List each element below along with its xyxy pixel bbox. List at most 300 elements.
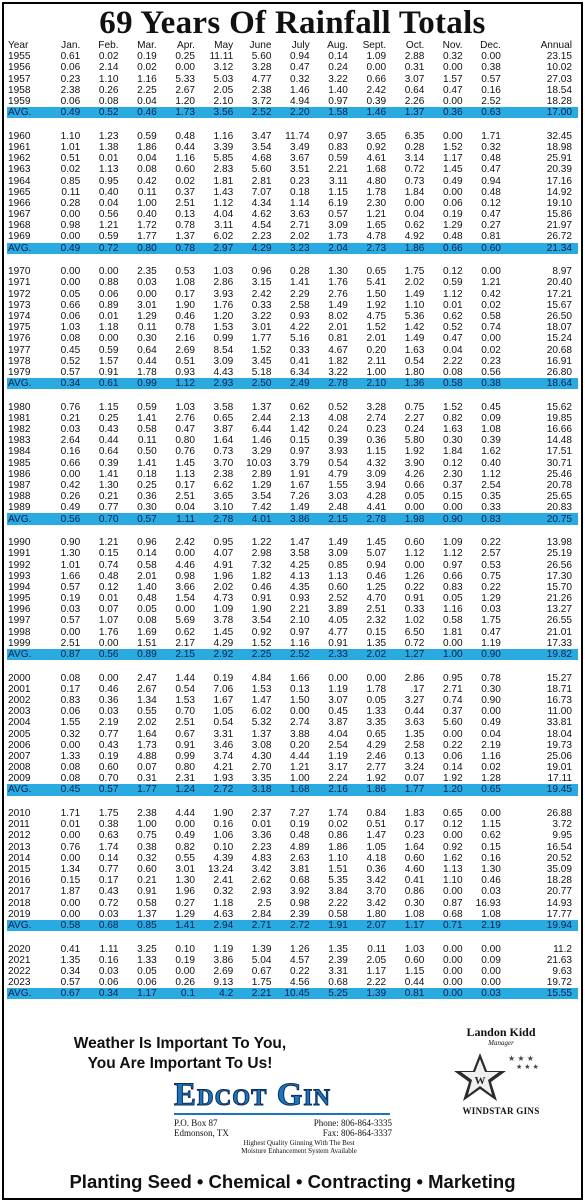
year-row — [7, 717, 578, 728]
rainfall-cell: 0.13 — [290, 683, 310, 695]
avg-cell: 4.01 — [233, 513, 271, 524]
avg-cell: 0.85 — [119, 920, 157, 931]
rainfall-cell: 0.43 — [98, 424, 119, 436]
rainfall-cell: 0.55 — [175, 852, 195, 864]
avg-cell: 2.19 — [463, 920, 501, 931]
rainfall-cell: 0.02 — [60, 164, 81, 176]
rainfall-cell: 0.05 — [137, 604, 157, 616]
rainfall-cell: 0.54 — [404, 355, 425, 367]
rainfall-cell: 1.64 — [404, 841, 425, 853]
year-cell: 1997 — [8, 615, 31, 627]
rainfall-cell: 2.37 — [251, 808, 272, 820]
rainfall-cell: 0.54 — [175, 683, 195, 695]
year-cell: 2002 — [8, 694, 31, 706]
rainfall-cell: 2.22 — [366, 977, 387, 989]
rainfall-cell: 1.16 — [442, 604, 463, 616]
rainfall-cell: 1.92 — [404, 446, 425, 458]
rainfall-cell: 0.04 — [481, 728, 501, 740]
rainfall-cell: 0.32 — [290, 73, 310, 85]
rainfall-cell: 2.42 — [175, 537, 195, 549]
rainfall-cell: 0.36 — [98, 694, 119, 706]
rainfall-cell: 4.60 — [404, 864, 425, 875]
rainfall-cell: 0.16 — [481, 852, 501, 864]
year-row — [7, 446, 578, 457]
avg-cell: 0.90 — [424, 513, 462, 524]
rainfall-cell: 16.73 — [546, 694, 572, 706]
rainfall-cell: 4.13 — [290, 570, 310, 582]
avg-cell: 1.58 — [310, 107, 348, 118]
rainfall-cell: 0.16 — [60, 446, 81, 458]
rainfall-cell: 1.01 — [60, 141, 81, 153]
rainfall-cell: 2.86 — [213, 277, 234, 289]
rainfall-cell: 1.92 — [442, 773, 463, 785]
rainfall-cell: 0.00 — [442, 637, 463, 649]
year-cell: 1985 — [8, 457, 31, 469]
rainfall-cell: 3.11 — [329, 175, 348, 187]
year-row — [7, 402, 578, 413]
year-cell: 1994 — [8, 581, 31, 593]
rainfall-cell: 1.20 — [213, 311, 234, 322]
rainfall-cell: 0.00 — [60, 830, 81, 842]
manager-name: Landon Kidd — [466, 1025, 536, 1039]
rainfall-cell: 20.52 — [546, 852, 572, 864]
rainfall-cell: 2.54 — [328, 739, 348, 751]
rainfall-cell: 1.30 — [60, 548, 81, 560]
rainfall-cell: 5.41 — [366, 277, 387, 289]
rainfall-table — [7, 40, 578, 999]
windstar-gins-label: WINDSTAR GINS — [462, 1106, 540, 1116]
rainfall-cell: 0.58 — [137, 424, 157, 436]
rainfall-cell: 5.35 — [328, 875, 348, 887]
rainfall-cell: 1.74 — [98, 841, 119, 853]
rainfall-cell: 1.53 — [251, 683, 272, 695]
rainfall-cell: 1.90 — [251, 604, 272, 616]
rainfall-cell: 1.10 — [98, 73, 119, 85]
rainfall-cell: 0.70 — [175, 706, 195, 718]
rainfall-cell: 1.39 — [251, 943, 272, 955]
rainfall-cell: 0.51 — [175, 355, 195, 367]
rainfall-cell: 4.67 — [328, 344, 348, 356]
rainfall-cell: 4.57 — [290, 954, 310, 966]
year-row — [7, 356, 578, 367]
year-row — [7, 582, 578, 593]
rainfall-cell: 1.92 — [366, 299, 387, 311]
avg-cell: 2.50 — [233, 378, 271, 389]
rainfall-cell: 1.33 — [60, 750, 81, 762]
year-cell: 1981 — [8, 412, 31, 424]
rainfall-cell: 1.47 — [366, 830, 387, 842]
rainfall-cell: 0.16 — [481, 84, 501, 96]
rainfall-cell: 0.30 — [481, 683, 501, 695]
rainfall-cell: 4.62 — [251, 209, 272, 221]
rainfall-cell: 18.28 — [546, 875, 572, 887]
rainfall-cell: 4.32 — [366, 457, 387, 469]
year-cell: 1973 — [8, 299, 31, 311]
rainfall-cell: 0.72 — [404, 164, 425, 176]
rainfall-cell: 0.19 — [213, 672, 234, 684]
avg-cell: 5.25 — [310, 988, 348, 999]
rainfall-cell: 0.12 — [442, 819, 463, 831]
rainfall-cell: 0.82 — [442, 412, 463, 424]
year-cell: 1989 — [8, 502, 31, 514]
rainfall-cell: 0.44 — [175, 141, 195, 153]
rainfall-cell: 5.60 — [251, 51, 272, 63]
rainfall-cell: 2.58 — [290, 299, 310, 311]
rainfall-cell: 0.00 — [481, 266, 501, 278]
rainfall-cell: 3.63 — [404, 717, 425, 729]
rainfall-cell: 0.37 — [442, 480, 463, 492]
rainfall-cell: 1.45 — [175, 457, 195, 469]
rainfall-cell: 1.52 — [442, 141, 463, 153]
rainfall-cell: 0.00 — [442, 830, 463, 842]
column-header: Jan. — [61, 40, 81, 52]
rainfall-cell: 4.25 — [290, 559, 310, 571]
rainfall-cell: 2.42 — [251, 288, 272, 300]
rainfall-cell: 0.66 — [404, 480, 425, 492]
avg-cell: 0.71 — [424, 920, 462, 931]
rainfall-cell: 1.06 — [213, 830, 234, 842]
rainfall-cell: 0.00 — [442, 130, 463, 142]
rainfall-cell: 0.18 — [137, 468, 157, 480]
rainfall-cell: 0.32 — [442, 51, 463, 63]
rainfall-cell: 2.84 — [251, 908, 272, 920]
avg-cell: 1.12 — [157, 378, 195, 389]
rainfall-cell: 27.03 — [546, 73, 572, 85]
year-cell: 1958 — [8, 84, 31, 96]
avg-cell: 0.36 — [424, 107, 462, 118]
avg-cell: 2.33 — [310, 649, 348, 660]
avg-cell: 2.73 — [348, 243, 386, 254]
rainfall-cell: 0.16 — [98, 954, 119, 966]
rainfall-cell: 0.00 — [442, 965, 463, 977]
rainfall-cell: 0.06 — [60, 96, 81, 108]
rainfall-cell: 2.77 — [366, 762, 387, 774]
rainfall-cell: 1.38 — [98, 141, 119, 153]
rainfall-cell: 0.91 — [98, 366, 119, 378]
rainfall-cell: 1.21 — [290, 762, 310, 774]
rainfall-cell: 0.55 — [137, 706, 157, 718]
rainfall-cell: 2.76 — [175, 412, 195, 424]
rainfall-cell: 1.44 — [175, 672, 195, 684]
rainfall-cell: 0.08 — [137, 164, 157, 176]
rainfall-cell: 3.78 — [213, 615, 234, 627]
rainfall-cell: 1.00 — [366, 366, 387, 378]
rainfall-cell: 0.93 — [290, 311, 310, 322]
rainfall-cell: 0.03 — [481, 604, 501, 616]
rainfall-cell: 0.92 — [442, 841, 463, 853]
rainfall-cell: 0.00 — [175, 604, 195, 616]
rainfall-cell: 0.94 — [290, 51, 310, 63]
avg-cell: 1.11 — [157, 513, 195, 524]
rainfall-cell: 1.19 — [328, 683, 348, 695]
year-row — [7, 198, 578, 209]
rainfall-cell: 0.77 — [98, 502, 119, 514]
spacer-cell — [7, 660, 578, 672]
rainfall-cell: 0.62 — [290, 401, 310, 413]
rainfall-cell: 0.36 — [366, 435, 387, 447]
rainfall-cell: 0.02 — [175, 175, 195, 187]
rainfall-cell: 5.18 — [251, 366, 272, 378]
year-row — [7, 897, 578, 908]
rainfall-poster — [2, 2, 583, 1200]
rainfall-cell: 0.00 — [137, 288, 157, 300]
rainfall-cell: 0.57 — [328, 209, 348, 221]
rainfall-cell: 0.04 — [404, 209, 425, 221]
rainfall-cell: 2.42 — [366, 84, 387, 96]
spacer-row — [7, 118, 578, 130]
rainfall-cell: 16.66 — [546, 424, 572, 436]
rainfall-cell: 1.81 — [442, 626, 463, 638]
rainfall-cell: 1.21 — [98, 220, 119, 232]
year-row — [7, 830, 578, 841]
rainfall-cell: 4.08 — [328, 412, 348, 424]
rainfall-cell: 0.12 — [98, 581, 119, 593]
rainfall-cell: 17.30 — [546, 570, 572, 582]
rainfall-cell: 18.54 — [546, 84, 572, 96]
rainfall-cell: 0.91 — [251, 593, 272, 605]
avg-cell: 1.73 — [157, 107, 195, 118]
spacer-cell — [7, 118, 578, 130]
rainfall-cell: 6.19 — [328, 197, 348, 209]
rainfall-cell: 0.00 — [442, 728, 463, 740]
rainfall-cell: 21.01 — [546, 626, 572, 638]
rainfall-cell: 5.07 — [366, 548, 387, 560]
rainfall-cell: 2.54 — [481, 480, 501, 492]
rainfall-cell: 20.83 — [546, 502, 572, 514]
rainfall-cell: 0.06 — [442, 750, 463, 762]
rainfall-cell: 0.34 — [60, 965, 81, 977]
rainfall-cell: 0.75 — [404, 401, 425, 413]
rainfall-cell: 1.29 — [175, 908, 195, 920]
rainfall-cell: 4.70 — [366, 593, 387, 605]
rainfall-cell: 1.53 — [213, 322, 234, 334]
services-line: Planting Seed • Chemical • Contracting • Marketing — [69, 1171, 516, 1192]
rainfall-cell: 4.43 — [213, 366, 234, 378]
rainfall-cell: 21.26 — [546, 593, 572, 605]
rainfall-cell: 0.81 — [328, 333, 348, 345]
avg-cell: 2.21 — [233, 988, 271, 999]
rainfall-cell: 0.15 — [481, 841, 501, 853]
rainfall-cell: 13.24 — [207, 864, 234, 875]
year-cell: 1979 — [8, 366, 31, 378]
rainfall-cell: 0.51 — [60, 153, 81, 165]
avg-cell: 2.92 — [195, 649, 233, 660]
rainfall-cell: 0.00 — [98, 333, 119, 345]
rainfall-cell: 3.54 — [251, 491, 272, 503]
rainfall-cell: 0.47 — [290, 62, 310, 74]
rainfall-cell: 3.25 — [137, 943, 157, 955]
rainfall-cell: 2.58 — [404, 739, 425, 751]
avg-cell: 0.45 — [42, 784, 80, 795]
rainfall-cell: 0.17 — [175, 288, 195, 300]
rainfall-cell: 3.28 — [366, 401, 387, 413]
avg-cell: 1.24 — [157, 784, 195, 795]
rainfall-cell: 2.01 — [137, 570, 157, 582]
avg-cell: 1.41 — [157, 920, 195, 931]
avg-cell: 0.49 — [42, 107, 80, 118]
rainfall-cell: 0.06 — [98, 288, 119, 300]
rainfall-cell: 1.92 — [366, 773, 387, 785]
rainfall-cell: 15.70 — [546, 581, 572, 593]
rainfall-cell: 3.54 — [251, 141, 272, 153]
rainfall-cell: 18.71 — [546, 683, 572, 695]
rainfall-cell: 0.88 — [98, 277, 119, 289]
avg-cell: 0.03 — [463, 988, 501, 999]
rainfall-cell: 0.98 — [175, 570, 195, 582]
rainfall-cell: 3.01 — [251, 322, 272, 334]
table-header-row — [7, 40, 578, 51]
rainfall-cell: 0.24 — [328, 62, 348, 74]
rainfall-cell: .17 — [410, 683, 425, 695]
rainfall-cell: 0.23 — [60, 73, 81, 85]
rainfall-cell: 1.41 — [290, 277, 310, 289]
rainfall-cell: 3.17 — [328, 762, 348, 774]
rainfall-cell: 2.71 — [442, 683, 463, 695]
rainfall-cell: 2.86 — [404, 672, 425, 684]
rainfall-cell: 1.45 — [213, 626, 234, 638]
rainfall-cell: 0.26 — [175, 977, 195, 989]
tagline — [214, 1139, 384, 1155]
avg-cell: 0.83 — [463, 513, 501, 524]
rainfall-cell: 0.59 — [442, 277, 463, 289]
rainfall-cell: 0.46 — [175, 311, 195, 322]
rainfall-cell: 4.21 — [213, 762, 234, 774]
rainfall-cell: 0.00 — [481, 977, 501, 989]
rainfall-cell: 19.01 — [546, 762, 572, 774]
rainfall-cell: 0.04 — [137, 153, 157, 165]
rainfall-cell: 0.68 — [442, 908, 463, 920]
rainfall-cell: 4.83 — [251, 852, 272, 864]
rainfall-cell: 0.07 — [404, 773, 425, 785]
spacer-row — [7, 931, 578, 943]
avg-cell: 2.72 — [271, 920, 309, 931]
rainfall-cell: 0.40 — [137, 209, 157, 221]
rainfall-cell: 1.84 — [404, 186, 425, 198]
rainfall-cell: 1.62 — [442, 852, 463, 864]
rainfall-cell: 7.42 — [251, 502, 272, 514]
year-cell: 2016 — [8, 875, 31, 887]
rainfall-cell: 0.19 — [442, 209, 463, 221]
avg-cell: 0.1 — [157, 988, 195, 999]
avg-cell: 1.20 — [424, 784, 462, 795]
rainfall-cell: 0.41 — [60, 943, 81, 955]
rainfall-cell: 5.80 — [404, 435, 425, 447]
rainfall-cell: 1.00 — [290, 773, 310, 785]
rainfall-cell: 1.52 — [251, 637, 272, 649]
rainfall-cell: 4.04 — [328, 728, 348, 740]
rainfall-cell: 0.46 — [366, 570, 387, 582]
rainfall-cell: 0.46 — [481, 875, 501, 887]
rainfall-cell: 0.62 — [404, 220, 425, 232]
rainfall-cell: 3.27 — [404, 694, 425, 706]
avg-cell: 20.75 — [501, 513, 578, 524]
rainfall-cell: 0.03 — [60, 424, 81, 436]
rainfall-cell: 0.06 — [60, 311, 81, 322]
rainfall-cell: 5.60 — [251, 164, 272, 176]
avg-cell: 15.55 — [501, 988, 578, 999]
year-row — [7, 458, 578, 469]
rainfall-cell: 3.65 — [213, 491, 234, 503]
column-header: Nov. — [442, 40, 463, 52]
rainfall-cell: 0.30 — [137, 333, 157, 345]
rainfall-cell: 0.49 — [481, 717, 501, 729]
decade-average-row — [7, 784, 578, 795]
rainfall-cell: 15.67 — [546, 299, 572, 311]
rainfall-cell: 1.08 — [481, 908, 501, 920]
rainfall-cell: 2.46 — [366, 750, 387, 762]
rainfall-cell: 0.80 — [175, 435, 195, 447]
rainfall-cell: 1.81 — [213, 175, 234, 187]
rainfall-cell: 1.67 — [290, 480, 310, 492]
rainfall-cell: 0.00 — [175, 819, 195, 831]
rainfall-cell: 2.35 — [137, 266, 157, 278]
rainfall-cell: 0.11 — [137, 322, 157, 334]
rainfall-cell: 25.65 — [546, 491, 572, 503]
rainfall-cell: 0.57 — [60, 615, 81, 627]
slogan-line-2: You Are Important To Us! — [87, 1055, 273, 1072]
rainfall-cell: 4.73 — [213, 593, 234, 605]
rainfall-cell: 4.26 — [404, 468, 425, 480]
rainfall-cell: 0.61 — [60, 51, 81, 63]
rainfall-cell: 2.02 — [290, 231, 310, 243]
avg-cell: 2.72 — [195, 784, 233, 795]
table-body — [7, 51, 578, 999]
rainfall-cell: 3.35 — [366, 717, 387, 729]
rainfall-cell: 1.19 — [213, 943, 234, 955]
avg-cell: 2.49 — [271, 378, 309, 389]
year-cell: 2017 — [8, 886, 31, 898]
rainfall-cell: 3.09 — [366, 468, 387, 480]
rainfall-cell: 2.10 — [213, 96, 234, 108]
rainfall-cell: 2.05 — [366, 954, 387, 966]
rainfall-cell: 0.57 — [60, 977, 81, 989]
column-header: Aug. — [327, 40, 348, 52]
windstar-w-letter: W — [474, 1075, 486, 1087]
year-cell: 1964 — [8, 175, 31, 187]
rainfall-cell: 2.01 — [366, 333, 387, 345]
year-row — [7, 131, 578, 142]
rainfall-cell: 1.45 — [366, 537, 387, 549]
rainfall-cell: 3.03 — [328, 491, 348, 503]
rainfall-cell: 0.02 — [137, 62, 157, 74]
rainfall-cell: 0.68 — [328, 977, 348, 989]
rainfall-cell: 2.24 — [328, 773, 348, 785]
rainfall-cell: 0.04 — [442, 344, 463, 356]
year-cell: 1963 — [8, 164, 31, 176]
column-header: May — [214, 40, 234, 52]
rainfall-cell: 5.60 — [442, 717, 463, 729]
rainfall-cell: 1.41 — [137, 457, 157, 469]
rainfall-cell: 0.57 — [60, 366, 81, 378]
rainfall-cell: 0.48 — [442, 231, 463, 243]
rainfall-cell: 0.00 — [442, 977, 463, 989]
rainfall-cell: 4.29 — [366, 739, 387, 751]
rainfall-cell: 0.70 — [98, 773, 119, 785]
rainfall-cell: 25.19 — [546, 548, 572, 560]
year-row — [7, 502, 578, 513]
rainfall-cell: 7.26 — [290, 491, 310, 503]
rainfall-cell: 1.49 — [328, 299, 348, 311]
rainfall-cell: 2.22 — [442, 355, 463, 367]
rainfall-cell: 1.86 — [137, 141, 157, 153]
rainfall-cell: 6.50 — [404, 626, 425, 638]
rainfall-cell: 0.13 — [175, 209, 195, 221]
rainfall-cell: 0.48 — [481, 186, 501, 198]
avg-cell: 0.49 — [42, 243, 80, 254]
svg-text:★ ★ ★: ★ ★ ★ — [508, 1054, 534, 1063]
rainfall-cell: 1.83 — [404, 808, 425, 820]
decade-average-row — [7, 920, 578, 931]
